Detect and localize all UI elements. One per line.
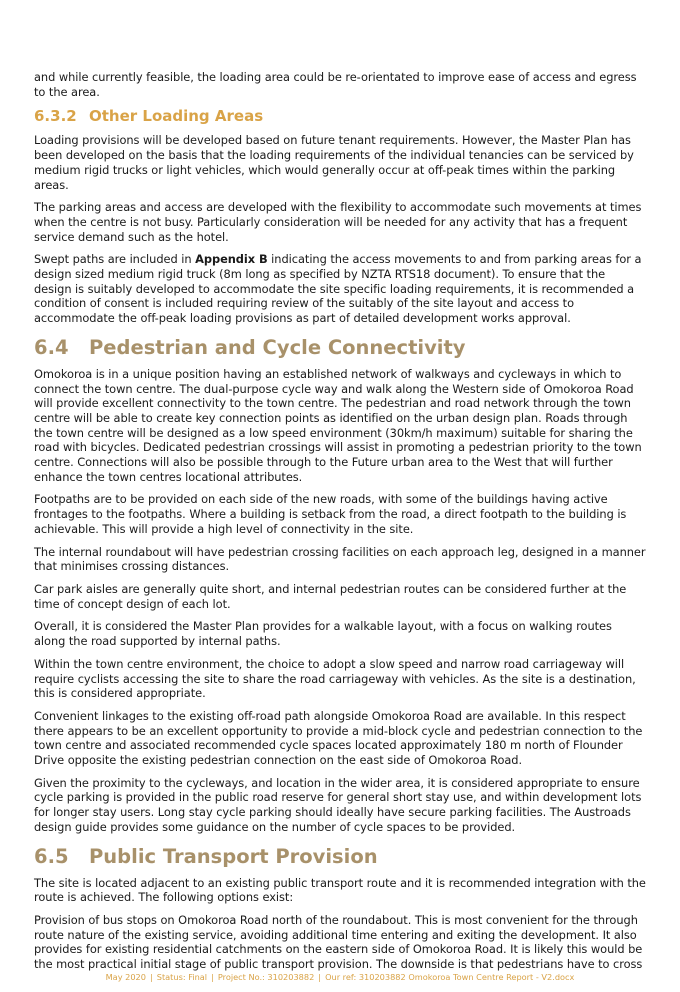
paragraph: The site is located adjacent to an existing public transport route and it is recommended integration with the route is achieved. The following options exist: <box>34 875 646 905</box>
footer-separator: | <box>149 972 153 982</box>
paragraph: and while currently feasible, the loading area could be re-orientated to improve ease of access and egress to the area. <box>34 70 637 99</box>
page-footer <box>0 972 680 982</box>
paragraph: Convenient linkages to the existing off-road path alongside Omokoroa Road are available. In this respect there appears to be an excellent opportunity to provide a mid-block cycle and pedestrian connection to the town centre and associated recommended cycle spaces located approximately 180 m north of Flounder Drive opposite the existing pedestrian connection on the east side of Omokoroa Road. <box>34 708 643 768</box>
section-title: Public Transport Provision <box>89 844 378 868</box>
paragraph: Loading provisions will be developed based on future tenant requirements. However, the Master Plan has been developed on the basis that the loading requirements of the individual tenancies can be serviced by medium rigid trucks or light vehicles, which would generally occur at off-peak times within the parking areas. <box>34 133 634 192</box>
footer-separator: | <box>211 972 214 982</box>
paragraph: Within the town centre environment, the choice to adopt a slow speed and narrow road carriageway will require cyclists accessing the site to share the road carriageway with vehicles. As the site is a destination, this is considered appropriate. <box>34 656 636 701</box>
section-title: Other Loading Areas <box>89 107 264 126</box>
text-run: indicating the access movements to and from parking areas for a design sized medium rigid truck (8m long as specified by NZTA RTS18 document). To ensure that the design is suitably developed to accommodate the site specific loading requirements, it is recommended a condition of consent is included requiring review of the suitably of the site layout and access to accommodate the off-peak loading provisions as part of detailed development works approval. <box>34 252 642 326</box>
section-heading-6-3-2 <box>34 107 646 126</box>
appendix-b-reference: Appendix B <box>195 252 268 267</box>
section-heading-6-5 <box>34 845 646 869</box>
section-number: 6.3.2 <box>34 107 77 126</box>
paragraph: Footpaths are to be provided on each side of the new roads, with some of the buildings having active frontages to the footpaths. Where a building is setback from the road, a direct footpath to the building is achievable. This will provide a high level of connectivity in the site. <box>34 492 627 536</box>
section-number: 6.4 <box>34 335 69 359</box>
section-title: Pedestrian and Cycle Connectivity <box>89 335 466 359</box>
paragraph: Car park aisles are generally quite short, and internal pedestrian routes can be considered further at the time of concept design of each lot. <box>34 581 627 611</box>
paragraph: Overall, it is considered the Master Plan provides for a walkable layout, with a focus on walking routes along the road supported by internal paths. <box>34 619 612 649</box>
paragraph: The parking areas and access are developed with the flexibility to accommodate such movements at times when the centre is not busy. Particularly consideration will be needed for any activity that has a frequent service demand such as the hotel. <box>34 200 642 244</box>
footer-separator: | <box>318 972 322 982</box>
footer-project-number: Project No.: 310203882 <box>217 972 315 982</box>
text-run: Swept paths are included in <box>34 252 196 267</box>
section-number: 6.5 <box>34 844 69 868</box>
document-page <box>34 70 646 980</box>
footer-reference: Our ref: 310203882 Omokoroa Town Centre Report - V2.docx <box>325 972 575 982</box>
paragraph-appendix-ref <box>34 252 646 326</box>
paragraph: Given the proximity to the cycleways, and location in the wider area, it is considered appropriate to ensure cycle parking is provided in the public road reserve for general short stay use, and within development lots for longer stay users. Long stay cycle parking should ideally have secure parking facilities. The Austroads design guide provides some guidance on the number of cycle spaces to be provided. <box>34 775 642 834</box>
paragraph: Omokoroa is in a unique position having an established network of walkways and cycleways in which to connect the town centre. The dual-purpose cycle way and walk along the Western side of Omokoroa Road will provide excellent connectivity to the town centre. The pedestrian and road network through the town centre will be able to create key connection points as identified on the urban design plan. Roads through the town centre will be designed as a low speed environment (30km/h maximum) suitable for sharing the road with bicycles. Dedicated pedestrian crossings will assist in promoting a pedestrian priority to the town centre. Connections will also be possible through to the Future urban area to the West that will further enhance the town centres locational attributes. <box>34 366 642 484</box>
paragraph: Provision of bus stops on Omokoroa Road north of the roundabout. This is most convenient for the through route nature of the existing service, avoiding additional time entering and exiting the development. It also provides for existing residential catchments on the eastern side of Omokoroa Road. It is likely this would be the most practical initial stage of public transport provision. The downside is that pedestrians have to cross <box>34 912 643 972</box>
paragraph: The internal roundabout will have pedestrian crossing facilities on each approach leg, designed in a manner that minimises crossing distances. <box>34 544 646 574</box>
section-heading-6-4 <box>34 336 646 360</box>
footer-date: May 2020 <box>105 972 146 982</box>
footer-status: Status: Final <box>156 972 208 982</box>
